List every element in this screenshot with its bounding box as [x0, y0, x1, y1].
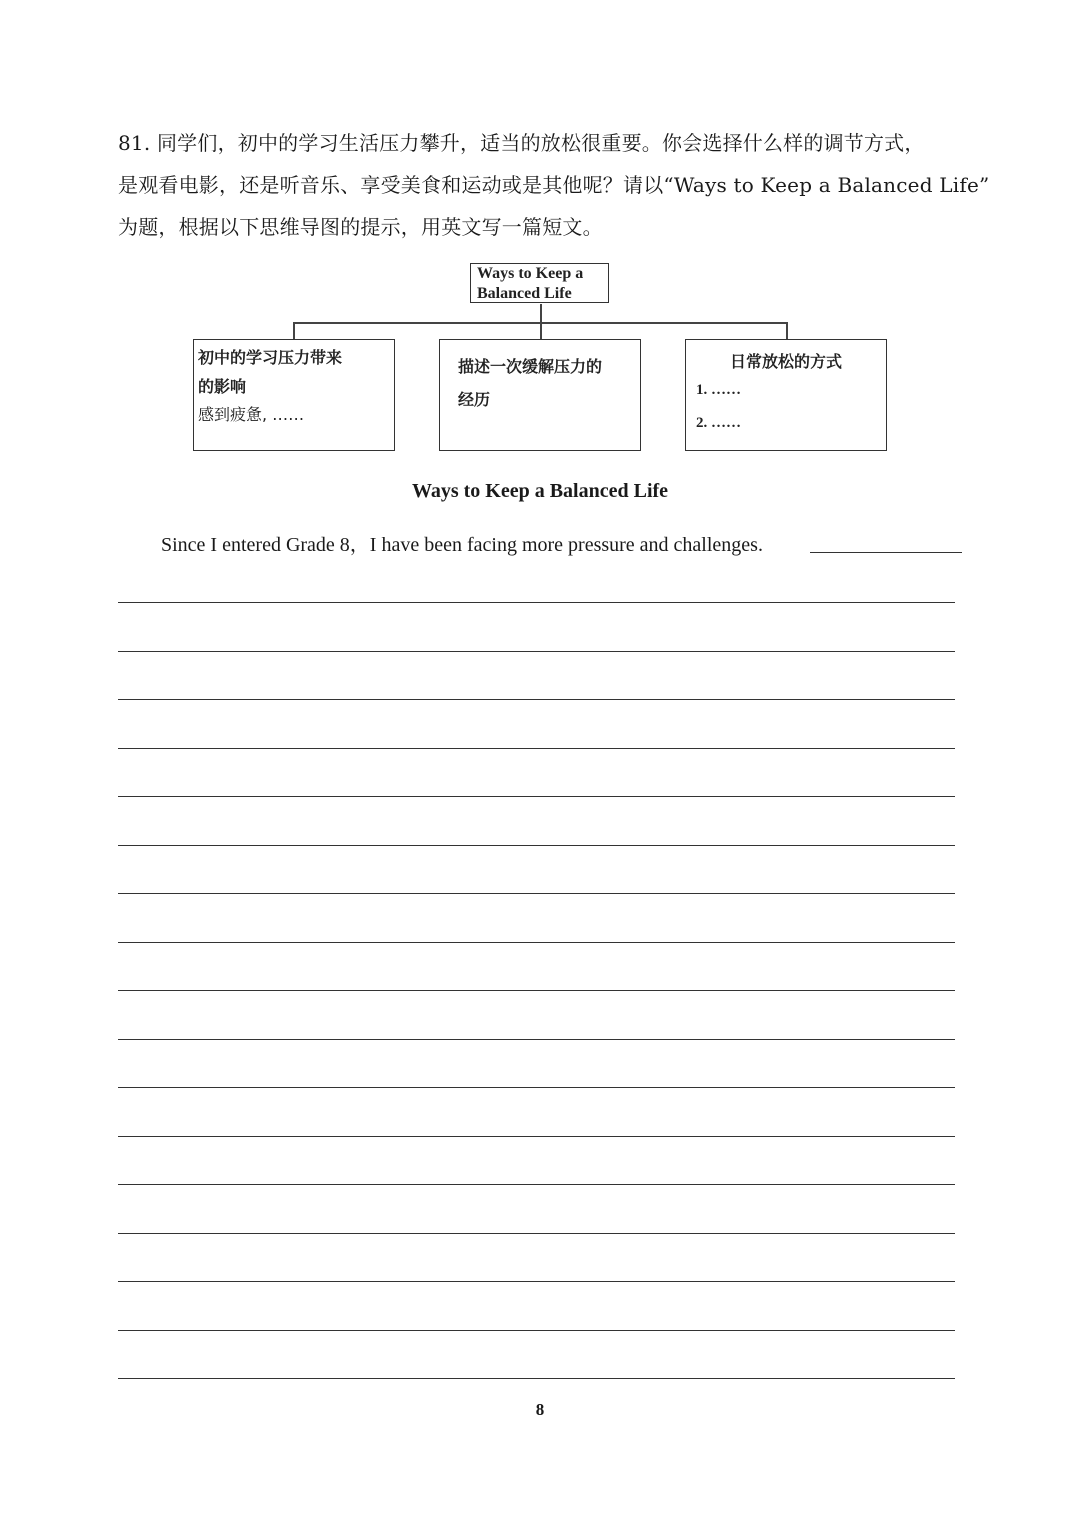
inline-answer-blank[interactable] [810, 552, 962, 553]
right-connector [786, 322, 788, 340]
branch-experience [439, 339, 641, 451]
relax-item-2: 2. …… [696, 415, 741, 431]
answer-line[interactable] [118, 846, 955, 895]
root-line-1: Ways to Keep a [477, 265, 584, 282]
answer-line[interactable] [118, 797, 955, 846]
relax-item-1: 1. …… [696, 382, 741, 398]
branch-experience-title-2: 经历 [458, 390, 491, 409]
branch-impact [193, 339, 395, 451]
branch-bar [293, 322, 787, 324]
prompt-line-3: 为题，根据以下思维导图的提示，用英文写一篇短文。 [118, 215, 603, 239]
page-number: 8 [535, 1400, 545, 1419]
answer-line[interactable] [118, 700, 955, 749]
mind-map-root [470, 263, 609, 303]
essay-title: Ways to Keep a Balanced Life [411, 480, 669, 502]
answer-line[interactable] [118, 603, 955, 652]
answer-line[interactable] [118, 1137, 955, 1186]
answer-line[interactable] [118, 749, 955, 798]
branch-relax-title: 日常放松的方式 [729, 352, 842, 371]
branch-impact-note: 感到疲惫, …… [198, 405, 305, 424]
answer-line[interactable] [118, 1088, 955, 1137]
branch-relax-ways [685, 339, 887, 451]
answer-lines[interactable] [118, 602, 955, 1379]
prompt-line-1: 81. 同学们，初中的学习生活压力攀升，适当的放松很重要。你会选择什么样的调节方式， [118, 131, 925, 155]
answer-line[interactable] [118, 991, 955, 1040]
answer-line[interactable] [118, 1040, 955, 1089]
mind-map [0, 0, 1080, 470]
branch-impact-title-1: 初中的学习压力带来 [198, 348, 343, 367]
answer-line[interactable] [118, 652, 955, 701]
branch-impact-title-2: 的影响 [198, 377, 247, 396]
prompt-line-2: 是观看电影，还是听音乐、享受美食和运动或是其他呢？请以“Ways to Keep a Balanced Life” [118, 173, 990, 197]
answer-line[interactable] [118, 1331, 955, 1380]
left-connector [293, 322, 295, 340]
answer-line[interactable] [118, 943, 955, 992]
essay-first-sentence: Since I entered Grade 8，I have been facing more pressure and challenges. [161, 534, 763, 556]
answer-line[interactable] [118, 1185, 955, 1234]
root-line-2: Balanced Life [477, 285, 572, 302]
branch-experience-title-1: 描述一次缓解压力的 [458, 357, 603, 376]
answer-line[interactable] [118, 1234, 955, 1283]
answer-line[interactable] [118, 1282, 955, 1331]
answer-line[interactable] [118, 894, 955, 943]
